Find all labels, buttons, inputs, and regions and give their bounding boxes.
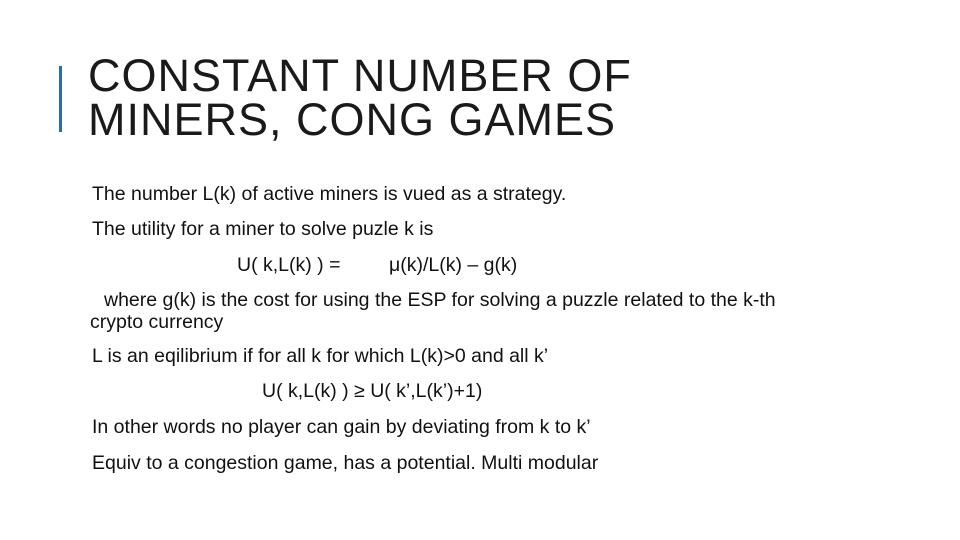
body-line-cost-definition: where g(k) is the cost for using the ESP for solving a puzzle related to the k-th crypto currency (90, 289, 776, 333)
slide-title-line-1: CONSTANT NUMBER OF (88, 50, 632, 101)
formula-utility-lhs: U( k,L(k) ) = (237, 254, 341, 276)
formula-utility-rhs: μ(k)/L(k) – g(k) (389, 254, 518, 276)
slide-title (88, 50, 632, 145)
body-line-utility: The utility for a miner to solve puzle k is (92, 218, 434, 240)
slide-title-line-2: MINERS, CONG GAMES (88, 94, 617, 145)
body-line-strategy: The number L(k) of active miners is vued as a strategy. (92, 183, 567, 205)
body-line-congestion-game: Equiv to a congestion game, has a potential. Multi modular (92, 452, 599, 474)
body-line-equilibrium: L is an eqilibrium if for all k for which L(k)>0 and all k’ (92, 345, 549, 367)
body-line-deviation: In other words no player can gain by deviating from k to k’ (92, 416, 591, 438)
formula-equilibrium: U( k,L(k) ) ≥ U( k’,L(k’)+1) (262, 380, 483, 402)
title-accent-bar (59, 66, 62, 132)
